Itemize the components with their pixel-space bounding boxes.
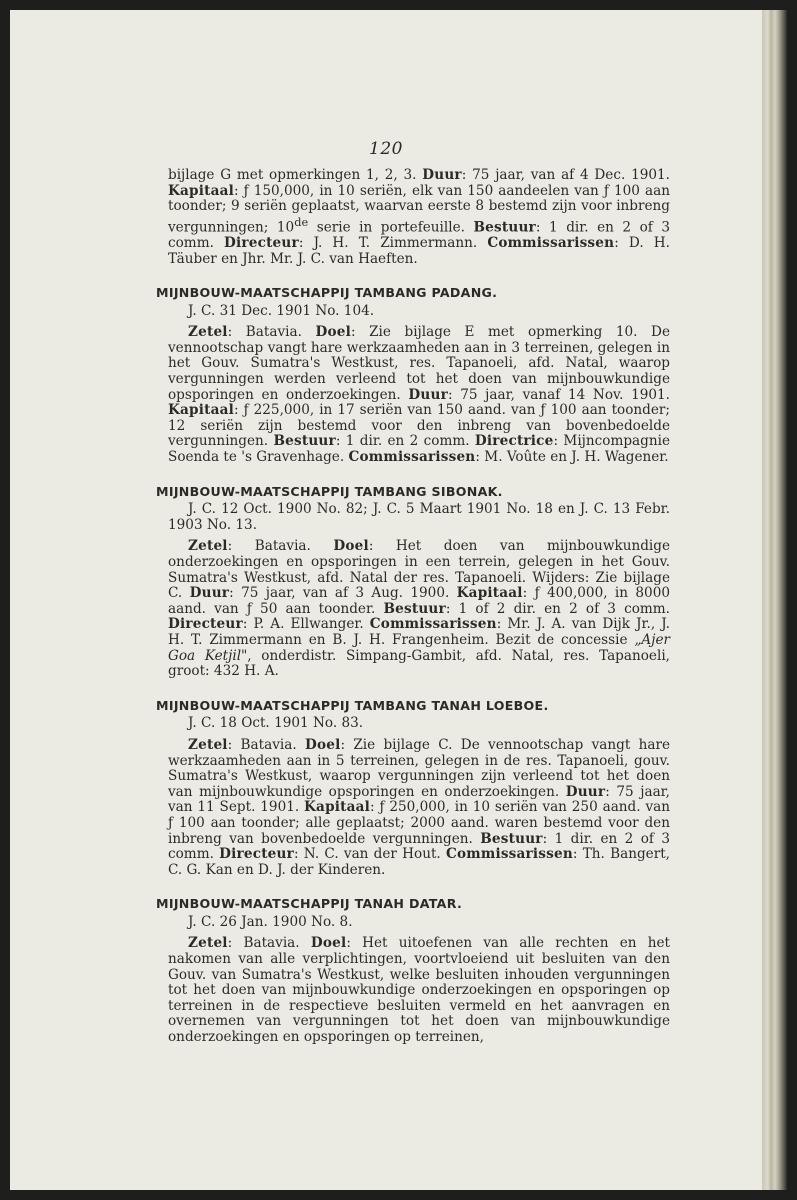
section-heading: MIJNBOUW-MAATSCHAPPIJ TAMBANG TANAH LOEBOE. bbox=[156, 697, 549, 713]
doel-label: Doel bbox=[304, 736, 341, 753]
section-reference: J. C. 12 Oct. 1900 No. 82; J. C. 5 Maart 1901 No. 18 en J. C. 13 Febr. 1903 No. 13. bbox=[168, 501, 670, 533]
duur-label: Duur bbox=[189, 585, 230, 602]
body-text: : 75 jaar, vanaf 14 Nov. 1901. bbox=[447, 386, 670, 403]
bestuur-label: Bestuur bbox=[273, 433, 336, 450]
commissarissen-label: Commissarissen bbox=[487, 234, 615, 251]
body-text: : Batavia. bbox=[227, 324, 316, 341]
kapitaal-label: Kapitaal bbox=[168, 402, 234, 419]
intro-text: : 75 jaar, van af 4 Dec. 1901. bbox=[461, 167, 670, 183]
body-text: : M. Voûte en J. H. Wagener. bbox=[475, 449, 669, 466]
body-text: : Mr. J. A. van Dijk Jr., J. H. T. Zimmermann en B. J. H. Frangenheim. Bezit de concessie bbox=[168, 616, 670, 648]
zetel-label: Zetel bbox=[188, 935, 228, 952]
duur-label: Duur bbox=[408, 386, 448, 403]
body-text: : Mijncompagnie Soenda te 's Gravenhage. bbox=[168, 433, 670, 466]
directeur-label: Directeur bbox=[224, 234, 299, 251]
duur-label: Duur bbox=[565, 783, 606, 800]
body-text: : Batavia. bbox=[227, 935, 311, 952]
bestuur-label: Bestuur bbox=[480, 830, 543, 847]
directrice-label: Directrice bbox=[474, 433, 554, 450]
body-text: : ƒ 250,000, in 10 seriën van 250 aand. van ƒ 100 aan toonder; alle geplaatst; 2000 aand. waren bestemd voor den inbreng van bovenbedoelde vergunningen. bbox=[168, 799, 670, 847]
commissarissen-label: Commissarissen bbox=[348, 449, 476, 466]
kapitaal-label: Kapitaal bbox=[304, 799, 370, 816]
body-text: : 75 jaar, van af 3 Aug. 1900. bbox=[229, 585, 457, 602]
section-reference: J. C. 18 Oct. 1901 No. 83. bbox=[188, 715, 364, 732]
body-text: : ƒ 400,000, in 8000 aand. van ƒ 50 aan toonder. bbox=[168, 585, 670, 617]
book-page bbox=[10, 10, 762, 1190]
body-text: : 1 dir. en 2 of 3 comm. bbox=[168, 830, 670, 863]
directeur-label: Directeur bbox=[219, 846, 294, 863]
intro-text: bijlage G met opmerkingen 1, 2, 3. bbox=[168, 167, 423, 183]
section-body bbox=[168, 936, 670, 1045]
section-heading: MIJNBOUW-MAATSCHAPPIJ TAMBANG PADANG. bbox=[156, 285, 498, 301]
doel-label: Doel bbox=[333, 538, 369, 555]
superscript: de bbox=[294, 214, 309, 229]
intro-paragraph bbox=[168, 168, 670, 267]
commissarissen-label: Commissarissen bbox=[446, 846, 573, 863]
body-text: : Zie bijlage E met opmerking 10. De vennootschap vangt hare werkzaamheden aan in 3 terreinen, gelegen in het Gouv. Sumatra's Westkust, res. Tapanoeli, afd. Natal, waarop vergunningen werden verleend tot het doen van mijnbouwkundige opsporingen en onderzoekingen. bbox=[168, 324, 670, 403]
bestuur-label: Bestuur bbox=[383, 600, 446, 617]
body-text: : Het doen van mijnbouwkundige onderzoekingen en opsporingen in een terrein, gelegen in het Gouv. Sumatra's Westkust, afd. Natal der res. Tapanoeli. Wijders: Zie bijlage C. bbox=[168, 538, 670, 602]
directeur-label: Directeur bbox=[168, 616, 243, 633]
section-body bbox=[168, 325, 670, 465]
intro-text: serie in portefeuille. bbox=[308, 219, 474, 236]
section-reference: J. C. 26 Jan. 1900 No. 8. bbox=[188, 913, 353, 930]
body-text: : ƒ 225,000, in 17 seriën van 150 aand. van ƒ 100 aan toonder; 12 seriën zijn bestemd voor den inbreng van bovenbedoelde vergunningen. bbox=[168, 402, 670, 450]
body-text: : N. C. van der Hout. bbox=[293, 846, 446, 863]
body-text: : Het uitoefenen van alle rechten en het nakomen van alle verplichtingen, voortvloeiend uit besluiten van den Gouv. van Sumatra's Westkust, welke besluiten inhouden vergunningen tot het doen van mijnbouwkundige onderzoekingen en opsporingen op terreinen in de respectieve besluiten vermeld en het aanvragen en overnemen van vergunningen tot het doen van mijnbouwkundige onderzoekingen en opsporingen op terreinen, bbox=[168, 935, 671, 1046]
page-number: 120 bbox=[369, 139, 403, 159]
intro-text: : J. H. T. Zimmermann. bbox=[298, 234, 488, 251]
page-content bbox=[156, 167, 671, 1046]
section-body bbox=[168, 539, 670, 679]
body-text: , onderdistr. Simpang-Gambit, afd. Natal, res. Tapanoeli, groot: 432 H. A. bbox=[168, 647, 670, 680]
intro-text: : 1 dir. en 2 of 3 comm. bbox=[168, 219, 671, 251]
body-text: : 75 jaar, van 11 Sept. 1901. bbox=[168, 783, 670, 816]
body-text: : P. A. Ellwanger. bbox=[242, 616, 370, 633]
intro-text: : D. H. Täuber en Jhr. Mr. J. C. van Haeften. bbox=[168, 234, 670, 267]
body-text: : 1 of 2 dir. en 2 of 3 comm. bbox=[445, 600, 670, 617]
commissarissen-label: Commissarissen bbox=[369, 616, 497, 633]
body-text: : Batavia. bbox=[227, 538, 334, 555]
section-heading: MIJNBOUW-MAATSCHAPPIJ TANAH DATAR. bbox=[156, 896, 463, 912]
bestuur-label: Bestuur bbox=[473, 219, 536, 236]
duur-label: Duur bbox=[422, 167, 462, 183]
kapitaal-label: Kapitaal bbox=[456, 585, 523, 602]
body-text: : Th. Bangert, C. G. Kan en D. J. der Kinderen. bbox=[168, 846, 670, 878]
page-edge-shadow bbox=[762, 10, 787, 1190]
doel-label: Doel bbox=[310, 935, 347, 952]
intro-text: : ƒ 150,000, in 10 seriën, elk van 150 aandeelen van ƒ 100 aan toonder; 9 seriën geplaatst, waarvan eerste 8 bestemd zijn voor inbreng vergunningen; 10 bbox=[168, 182, 670, 236]
zetel-label: Zetel bbox=[188, 538, 228, 555]
section-body bbox=[168, 738, 670, 878]
zetel-label: Zetel bbox=[188, 324, 228, 341]
kapitaal-label: Kapitaal bbox=[168, 182, 234, 199]
body-text: : Batavia. bbox=[227, 736, 305, 753]
section-heading: MIJNBOUW-MAATSCHAPPIJ TAMBANG SIBONAK. bbox=[156, 483, 503, 499]
doel-label: Doel bbox=[315, 324, 351, 341]
zetel-label: Zetel bbox=[188, 736, 228, 753]
body-text: : 1 dir. en 2 comm. bbox=[335, 433, 475, 450]
concessie-name: „Ajer Goa Ketjil" bbox=[168, 631, 670, 664]
section-reference: J. C. 31 Dec. 1901 No. 104. bbox=[188, 302, 375, 319]
body-text: : Zie bijlage C. De vennootschap vangt hare werkzaamheden aan in 5 terreinen, gelegen in de res. Tapanoeli, gouv. Sumatra's Westkust, waarop vergunningen zijn verleend tot het doen van mijnbouwkundige opsporingen en onderzoekingen. bbox=[168, 736, 670, 800]
